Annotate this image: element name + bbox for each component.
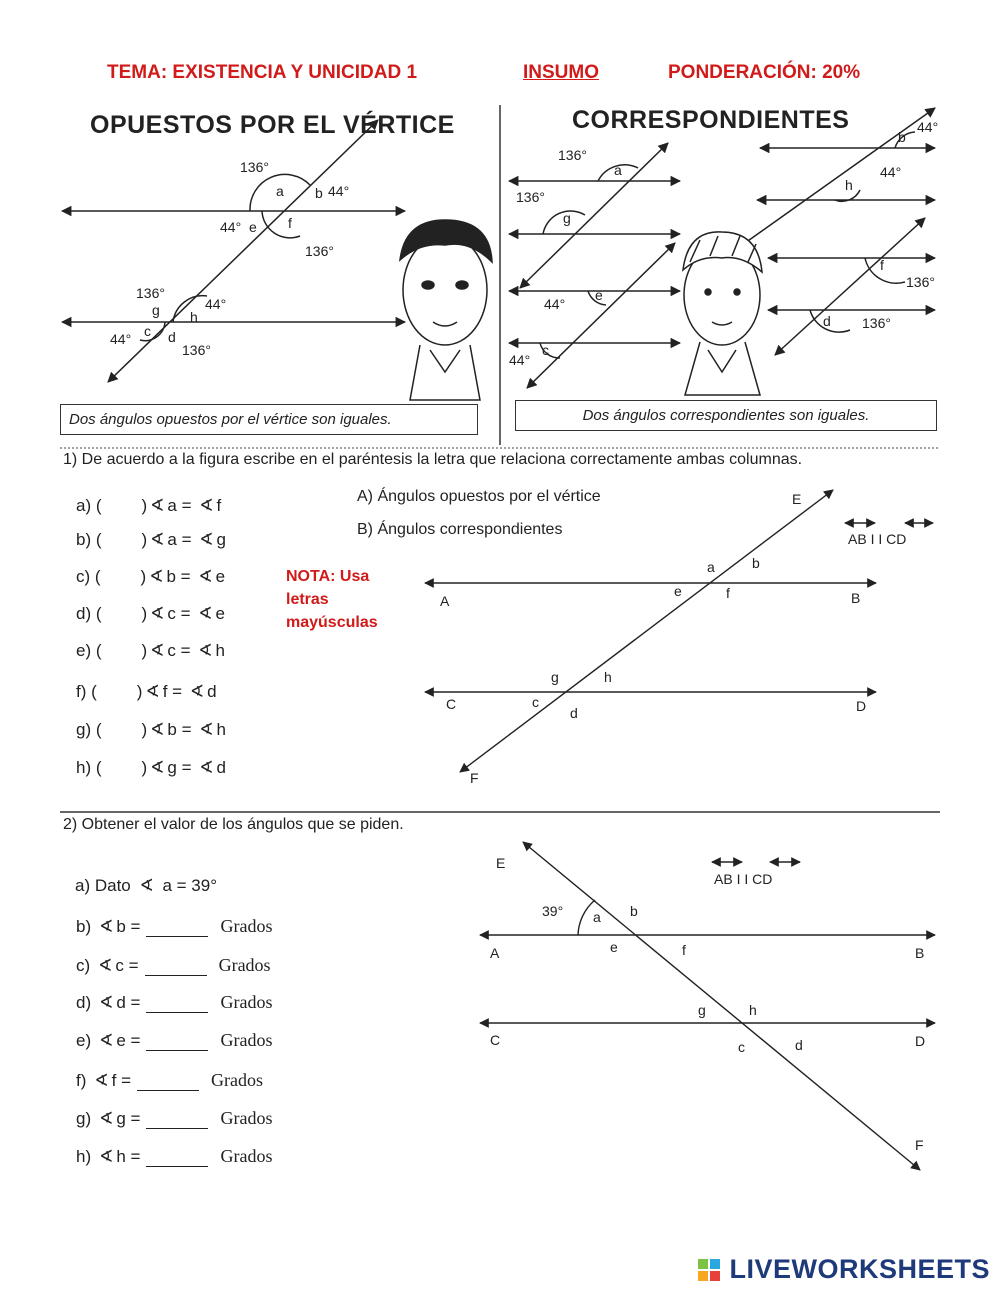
angle-label-b: b (898, 129, 906, 145)
unit-label: Grados (220, 916, 273, 936)
row-expr: f = (111, 1071, 132, 1090)
angle-label-h: h (604, 669, 612, 685)
answer-input[interactable] (146, 1034, 208, 1051)
answer-input[interactable] (101, 568, 141, 588)
angle-icon: ∢ (150, 604, 165, 623)
boy-illustration-left (400, 220, 492, 400)
q2-row (76, 1146, 272, 1167)
row-end: f (216, 496, 222, 515)
unit-label: Grados (220, 1108, 273, 1128)
angle-label-f: f (880, 257, 884, 273)
row-letter: f) ( (76, 682, 97, 701)
angle-icon: ∢ (150, 758, 165, 777)
point-D: D (915, 1033, 926, 1049)
point-A: A (490, 945, 500, 961)
angle-value: 136° (182, 342, 211, 358)
angle-value: 136° (906, 274, 935, 290)
angle-label-g: g (563, 210, 571, 226)
angle-icon: ∢ (99, 917, 114, 936)
liveworksheets-brand: LIVEWORKSHEETS (729, 1254, 990, 1284)
angle-label-a: a (707, 559, 715, 575)
angle-icon: ∢ (150, 496, 165, 515)
angle-value: 44° (509, 352, 531, 368)
q1-row (76, 530, 226, 551)
point-D: D (856, 698, 867, 714)
left-caption: Dos ángulos opuestos por el vértice son iguales. (60, 404, 478, 435)
answer-input[interactable] (97, 683, 137, 703)
angle-icon: ∢ (198, 604, 213, 623)
angle-icon: ∢ (99, 993, 114, 1012)
row-end: g (216, 530, 226, 549)
angle-value: 44° (328, 183, 350, 199)
angle-label-e: e (595, 287, 603, 303)
angle-value: 136° (558, 147, 587, 163)
angle-value: 44° (110, 331, 132, 347)
q2-row (76, 1030, 272, 1051)
paren-close: ) (141, 530, 148, 549)
row-letter: d) (76, 993, 92, 1012)
answer-input[interactable] (102, 531, 142, 551)
row-expr: c = (167, 604, 196, 623)
answer-input[interactable] (102, 642, 142, 662)
row-letter: h) (76, 1147, 92, 1166)
point-B: B (851, 590, 861, 606)
angle-value: 44° (544, 296, 566, 312)
nota-note (286, 565, 378, 634)
angle-label-a: a (614, 162, 622, 178)
nota-line: mayúsculas (286, 614, 378, 631)
row-expr: g = (167, 758, 197, 777)
point-C: C (446, 696, 457, 712)
answer-input[interactable] (102, 759, 142, 779)
row-letter: g) ( (76, 720, 102, 739)
angle-label-b: b (630, 903, 638, 919)
paren-close: ) (141, 758, 148, 777)
q2-row (76, 1070, 263, 1091)
q2-figure (480, 842, 935, 1170)
angle-label-c: c (738, 1039, 745, 1055)
angle-value: 44° (205, 296, 227, 312)
paren-close: ) (140, 567, 147, 586)
row-expr: b = (116, 917, 141, 936)
parallel-notation: AB I I CD (714, 871, 773, 887)
row-letter: b) ( (76, 530, 102, 549)
left-panel-title: OPUESTOS POR EL VÉRTICE (90, 111, 455, 139)
paren-close: ) (141, 641, 148, 660)
row-end: h (215, 641, 226, 660)
angle-icon: ∢ (199, 496, 214, 515)
angle-label-e: e (674, 583, 682, 599)
angle-label-b: b (752, 555, 760, 571)
topic-title: TEMA: EXISTENCIA Y UNICIDAD 1 (107, 62, 418, 83)
q2-prompt: 2) Obtener el valor de los ángulos que se piden. (63, 816, 404, 833)
q1-row (76, 604, 225, 625)
angle-label-h: h (749, 1002, 757, 1018)
angle-label-d: d (168, 329, 176, 345)
answer-input[interactable] (102, 721, 142, 741)
angle-icon: ∢ (99, 1147, 114, 1166)
paren-close: ) (141, 720, 148, 739)
answer-input[interactable] (146, 1150, 208, 1167)
angle-icon: ∢ (149, 567, 164, 586)
row-letter: d) ( (76, 604, 102, 623)
dato-label: a) Dato (75, 876, 131, 895)
q1-prompt: 1) De acuerdo a la figura escribe en el paréntesis la letra que relaciona correctamente ambas columnas. (63, 451, 803, 468)
answer-input[interactable] (146, 996, 208, 1013)
row-end: d (207, 682, 217, 701)
angle-icon: ∢ (99, 1031, 114, 1050)
nota-line: NOTA: Usa (286, 568, 370, 585)
angle-label-g: g (152, 302, 160, 318)
angle-icon: ∢ (199, 720, 214, 739)
answer-input[interactable] (137, 1074, 199, 1091)
row-expr: c = (167, 641, 196, 660)
q2-row (76, 916, 272, 937)
boy-illustration-right (683, 232, 762, 395)
right-caption: Dos ángulos correspondientes son iguales. (515, 400, 937, 431)
row-end: d (216, 758, 226, 777)
row-letter: e) (76, 1031, 92, 1050)
unit-label: Grados (220, 992, 273, 1012)
parallel-notation: AB I I CD (848, 531, 907, 547)
weight-label: PONDERACIÓN: 20% (668, 62, 861, 83)
liveworksheets-logo-icon (698, 1259, 720, 1281)
angle-label-d: d (823, 313, 831, 329)
point-B: B (915, 945, 925, 961)
unit-label: Grados (220, 1030, 273, 1050)
dato-value: a = 39° (162, 876, 218, 895)
row-end: h (216, 720, 226, 739)
angle-label-a: a (276, 183, 284, 199)
angle-value: 136° (305, 243, 334, 259)
angle-icon: ∢ (198, 567, 213, 586)
row-expr: b = (167, 720, 197, 739)
row-letter: a) ( (76, 496, 102, 515)
angle-label-c: c (532, 694, 539, 710)
unit-label: Grados (211, 1070, 264, 1090)
row-end: e (215, 604, 226, 623)
row-letter: b) (76, 917, 92, 936)
angle-icon: ∢ (139, 876, 154, 895)
insumo-label: INSUMO (523, 62, 599, 83)
row-expr: d = (116, 993, 141, 1012)
row-expr: c = (115, 956, 139, 975)
paren-close: ) (141, 604, 148, 623)
row-expr: g = (116, 1109, 141, 1128)
row-letter: f) (76, 1071, 87, 1090)
angle-icon: ∢ (199, 530, 214, 549)
point-C: C (490, 1032, 501, 1048)
angle-label-f: f (288, 215, 292, 231)
angle-icon: ∢ (99, 1109, 114, 1128)
q2-row (76, 955, 271, 976)
unit-label: Grados (218, 955, 271, 975)
angle-label-e: e (610, 939, 618, 955)
row-expr: h = (116, 1147, 141, 1166)
q1-row (76, 720, 226, 741)
right-panel-title: CORRESPONDIENTES (572, 106, 850, 134)
row-end: e (215, 567, 226, 586)
angle-value: 136° (136, 285, 165, 301)
row-letter: c) ( (76, 567, 101, 586)
angle-label-d: d (795, 1037, 803, 1053)
answer-input[interactable] (102, 605, 142, 625)
angle-icon: ∢ (150, 720, 165, 739)
row-expr: f = (162, 682, 187, 701)
angle-icon: ∢ (150, 641, 165, 660)
angle-icon: ∢ (198, 641, 213, 660)
q1-option-a: A) Ángulos opuestos por el vértice (357, 488, 601, 505)
q1-row (76, 682, 217, 703)
angle-label-e: e (249, 219, 257, 235)
q2-row (76, 992, 272, 1013)
row-expr: a = (167, 496, 197, 515)
angle-label-h: h (845, 177, 853, 193)
row-letter: e) ( (76, 641, 102, 660)
angle-label-f: f (726, 585, 730, 601)
angle-label-f: f (682, 942, 686, 958)
row-expr: a = (167, 530, 197, 549)
angle-label-a: a (593, 909, 601, 925)
angle-label-g: g (551, 669, 559, 685)
angle-icon: ∢ (145, 682, 160, 701)
q1-row (76, 496, 221, 517)
angle-icon: ∢ (199, 758, 214, 777)
point-F: F (470, 770, 479, 786)
angle-value: 39° (542, 903, 564, 919)
q1-option-b: B) Ángulos correspondientes (357, 521, 563, 538)
angle-label-c: c (542, 342, 549, 358)
angle-value: 44° (220, 219, 242, 235)
answer-input[interactable] (146, 1112, 208, 1129)
q1-row (76, 641, 225, 662)
angle-icon: ∢ (94, 1071, 109, 1090)
q1-row (76, 758, 226, 779)
angle-value: 44° (880, 164, 902, 180)
angle-icon: ∢ (189, 682, 205, 701)
point-E: E (792, 491, 802, 507)
angle-icon: ∢ (150, 530, 165, 549)
row-letter: c) (76, 956, 91, 975)
row-expr: b = (166, 567, 196, 586)
unit-label: Grados (220, 1146, 273, 1166)
q2-row (76, 1108, 272, 1129)
paren-close: ) (136, 682, 143, 701)
answer-input[interactable] (145, 959, 207, 976)
angle-icon: ∢ (98, 956, 113, 975)
row-expr: e = (116, 1031, 141, 1050)
angle-label-c: c (144, 323, 151, 339)
angle-value: 136° (516, 189, 545, 205)
angle-label-d: d (570, 705, 578, 721)
point-F: F (915, 1137, 924, 1153)
paren-close: ) (141, 496, 148, 515)
answer-input[interactable] (102, 497, 142, 517)
point-E: E (496, 855, 506, 871)
point-A: A (440, 593, 450, 609)
row-letter: g) (76, 1109, 92, 1128)
q1-row (76, 567, 225, 588)
q2-dato-row (75, 876, 217, 896)
angle-label-b: b (315, 185, 323, 201)
row-letter: h) ( (76, 758, 102, 777)
angle-label-g: g (698, 1002, 706, 1018)
angle-label-h: h (190, 309, 198, 325)
angle-value: 136° (240, 159, 269, 175)
angle-value: 136° (862, 315, 891, 331)
nota-line: letras (286, 591, 329, 608)
answer-input[interactable] (146, 920, 208, 937)
angle-value: 44° (917, 119, 939, 135)
